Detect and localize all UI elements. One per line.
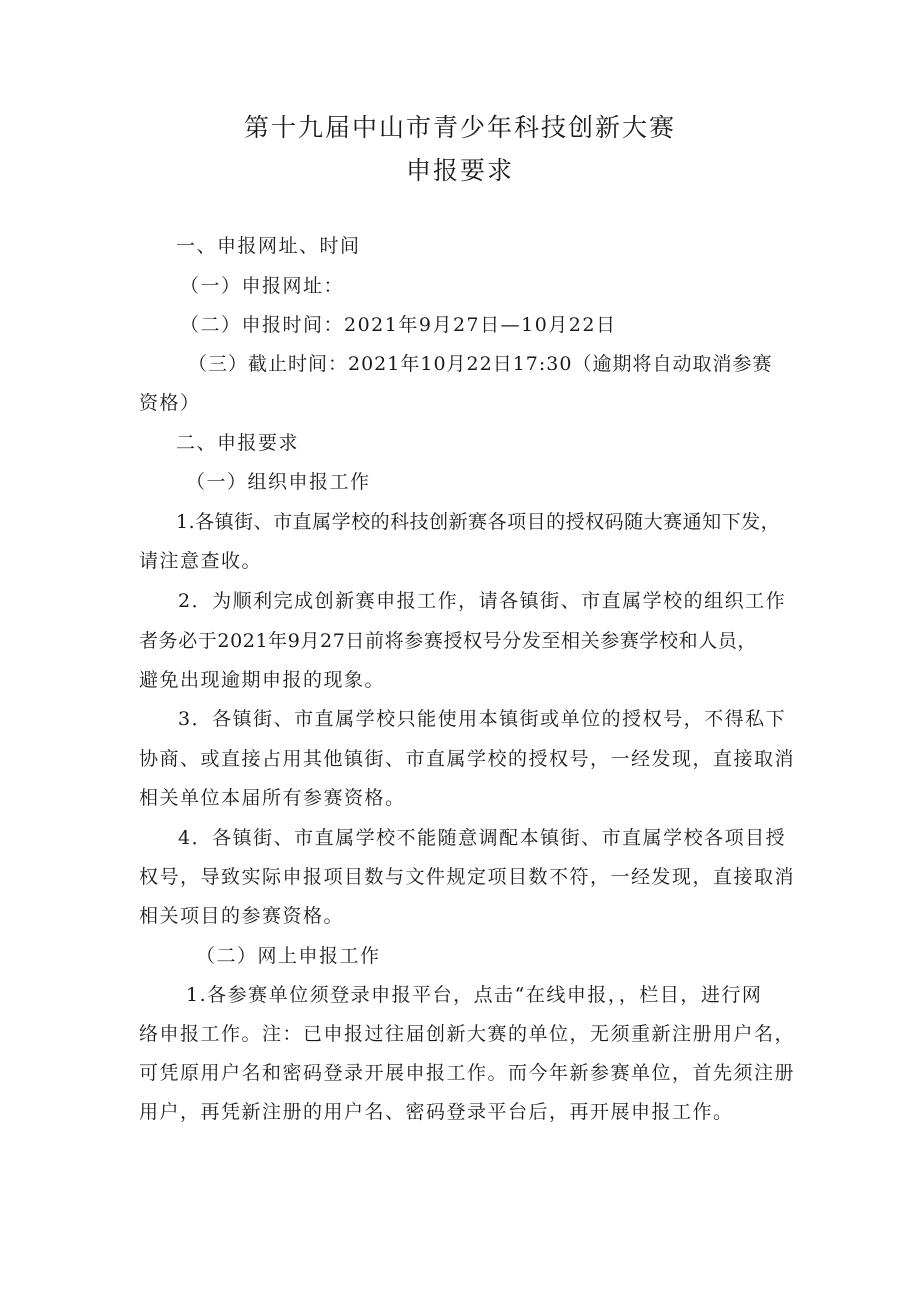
paragraph-line: 协商、或直接占用其他镇街、市直属学校的授权号，一经发现，直接取消 bbox=[139, 748, 796, 770]
paragraph-line: 用户，再凭新注册的用户名、密码登录平台后，再开展申报工作。 bbox=[139, 1101, 734, 1123]
document-subtitle: 申报要求 bbox=[405, 156, 514, 185]
paragraph-line: 4．各镇街、市直属学校不能随意调配本镇街、市直属学校各项目授 bbox=[178, 827, 787, 849]
paragraph-line: 1.各参赛单位须登录申报平台，点击“在线申报，，栏目，进行网 bbox=[186, 984, 763, 1006]
section-heading-1: 一、申报网址、时间 bbox=[176, 235, 361, 257]
subsection-heading: （二）网上申报工作 bbox=[196, 945, 381, 967]
subsection-heading: （一）组织申报工作 bbox=[186, 471, 371, 493]
paragraph-line: 可凭原用户名和密码登录开展申报工作。而今年新参赛单位，首先须注册 bbox=[139, 1062, 796, 1084]
paragraph-line: 者务必于2021年9月27日前将参赛授权号分发至相关参赛学校和人员， bbox=[139, 630, 758, 652]
paragraph-line: 相关单位本届所有参赛资格。 bbox=[139, 787, 406, 809]
paragraph-line: 资格） bbox=[139, 392, 201, 414]
paragraph-line: 请注意查收。 bbox=[139, 550, 263, 572]
paragraph-line: 络申报工作。注：已申报过往届创新大赛的单位，无须重新注册用户名， bbox=[139, 1023, 796, 1045]
document-title: 第十九届中山市青少年科技创新大赛 bbox=[243, 113, 676, 142]
section-heading-2: 二、申报要求 bbox=[176, 432, 300, 454]
subsection-heading: （二）申报时间：2021年9月27日—10月22日 bbox=[180, 314, 617, 336]
paragraph-line: 避免出现逾期申报的现象。 bbox=[139, 669, 386, 691]
paragraph-line: 相关项目的参赛资格。 bbox=[139, 905, 345, 927]
subsection-heading: （三）截止时间：2021年10月22日17:30（逾期将自动取消参赛 bbox=[188, 353, 773, 375]
paragraph-line: 3．各镇街、市直属学校只能使用本镇街或单位的授权号，不得私下 bbox=[178, 708, 787, 730]
subsection-heading: （一）申报网址： bbox=[180, 275, 345, 297]
paragraph-line: 2．为顺利完成创新赛申报工作，请各镇街、市直属学校的组织工作 bbox=[178, 590, 787, 612]
paragraph-line: 1.各镇街、市直属学校的科技创新赛各项目的授权码随大赛通知下发， bbox=[176, 511, 781, 533]
paragraph-line: 权号，导致实际申报项目数与文件规定项目数不符，一经发现，直接取消 bbox=[139, 866, 796, 888]
